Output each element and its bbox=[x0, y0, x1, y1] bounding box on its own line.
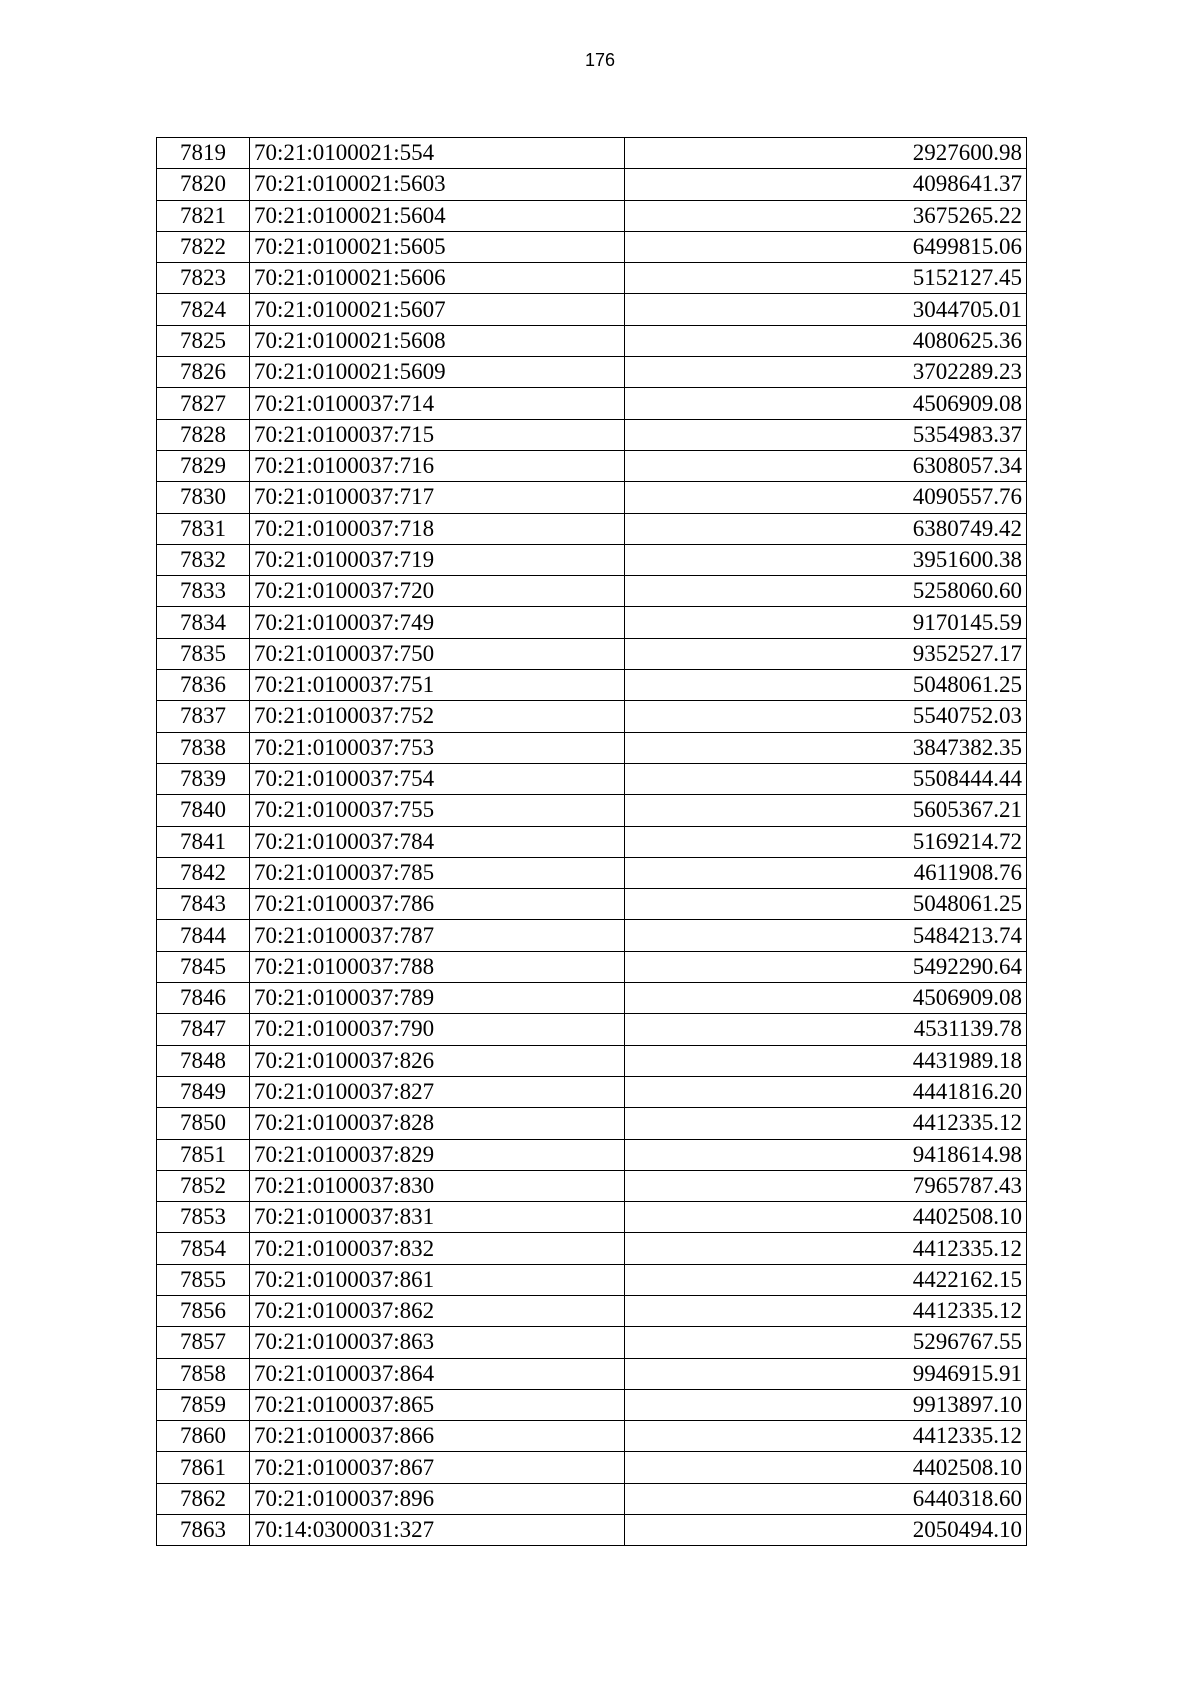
cadastral-number-cell: 70:21:0100037:789 bbox=[250, 983, 625, 1014]
table-row bbox=[157, 826, 1027, 857]
cadastral-value-cell: 4506909.08 bbox=[625, 388, 1027, 419]
cadastral-value-cell: 9170145.59 bbox=[625, 607, 1027, 638]
cadastral-number-cell: 70:21:0100037:784 bbox=[250, 826, 625, 857]
cadastral-number-cell: 70:21:0100021:5604 bbox=[250, 200, 625, 231]
cadastral-value-cell: 4412335.12 bbox=[625, 1421, 1027, 1452]
table-row bbox=[157, 889, 1027, 920]
cadastral-number-cell: 70:21:0100037:864 bbox=[250, 1358, 625, 1389]
cadastral-number-cell: 70:21:0100021:554 bbox=[250, 138, 625, 169]
cadastral-value-cell: 7965787.43 bbox=[625, 1170, 1027, 1201]
cadastral-value-cell: 3702289.23 bbox=[625, 357, 1027, 388]
table-row bbox=[157, 231, 1027, 262]
row-number-cell: 7826 bbox=[157, 357, 250, 388]
cadastral-number-cell: 70:21:0100037:863 bbox=[250, 1327, 625, 1358]
table-row bbox=[157, 357, 1027, 388]
cadastral-value-cell: 5296767.55 bbox=[625, 1327, 1027, 1358]
row-number-cell: 7840 bbox=[157, 795, 250, 826]
cadastral-number-cell: 70:21:0100037:827 bbox=[250, 1076, 625, 1107]
table-row bbox=[157, 920, 1027, 951]
cadastral-value-cell: 4080625.36 bbox=[625, 325, 1027, 356]
cadastral-number-cell: 70:21:0100037:753 bbox=[250, 732, 625, 763]
table-row bbox=[157, 983, 1027, 1014]
table-row bbox=[157, 294, 1027, 325]
cadastral-value-cell: 4402508.10 bbox=[625, 1202, 1027, 1233]
table-row bbox=[157, 482, 1027, 513]
table-row bbox=[157, 1108, 1027, 1139]
cadastral-number-cell: 70:21:0100021:5609 bbox=[250, 357, 625, 388]
row-number-cell: 7833 bbox=[157, 576, 250, 607]
cadastral-value-cell: 4422162.15 bbox=[625, 1264, 1027, 1295]
row-number-cell: 7846 bbox=[157, 983, 250, 1014]
row-number-cell: 7848 bbox=[157, 1045, 250, 1076]
table-row bbox=[157, 1389, 1027, 1420]
cadastral-number-cell: 70:21:0100037:786 bbox=[250, 889, 625, 920]
cadastral-number-cell: 70:21:0100021:5603 bbox=[250, 169, 625, 200]
row-number-cell: 7849 bbox=[157, 1076, 250, 1107]
cadastral-number-cell: 70:21:0100037:828 bbox=[250, 1108, 625, 1139]
table-row bbox=[157, 576, 1027, 607]
cadastral-value-cell: 5152127.45 bbox=[625, 263, 1027, 294]
cadastral-number-cell: 70:21:0100037:720 bbox=[250, 576, 625, 607]
table-row bbox=[157, 1202, 1027, 1233]
row-number-cell: 7837 bbox=[157, 701, 250, 732]
cadastral-number-cell: 70:21:0100037:718 bbox=[250, 513, 625, 544]
table-row bbox=[157, 1233, 1027, 1264]
row-number-cell: 7832 bbox=[157, 544, 250, 575]
cadastral-number-cell: 70:21:0100037:787 bbox=[250, 920, 625, 951]
row-number-cell: 7819 bbox=[157, 138, 250, 169]
cadastral-value-cell: 4531139.78 bbox=[625, 1014, 1027, 1045]
cadastral-number-cell: 70:21:0100037:717 bbox=[250, 482, 625, 513]
cadastral-number-cell: 70:14:0300031:327 bbox=[250, 1515, 625, 1546]
cadastral-value-cell: 9913897.10 bbox=[625, 1389, 1027, 1420]
table-row bbox=[157, 951, 1027, 982]
table-row bbox=[157, 388, 1027, 419]
row-number-cell: 7847 bbox=[157, 1014, 250, 1045]
cadastral-number-cell: 70:21:0100037:829 bbox=[250, 1139, 625, 1170]
row-number-cell: 7845 bbox=[157, 951, 250, 982]
cadastral-value-cell: 2050494.10 bbox=[625, 1515, 1027, 1546]
table-row bbox=[157, 544, 1027, 575]
table-row bbox=[157, 763, 1027, 794]
table-row bbox=[157, 1014, 1027, 1045]
row-number-cell: 7836 bbox=[157, 670, 250, 701]
table-row bbox=[157, 419, 1027, 450]
cadastral-value-cell: 5492290.64 bbox=[625, 951, 1027, 982]
row-number-cell: 7821 bbox=[157, 200, 250, 231]
table-row bbox=[157, 670, 1027, 701]
row-number-cell: 7820 bbox=[157, 169, 250, 200]
row-number-cell: 7824 bbox=[157, 294, 250, 325]
cadastral-number-cell: 70:21:0100037:896 bbox=[250, 1483, 625, 1514]
table-row bbox=[157, 1170, 1027, 1201]
cadastral-number-cell: 70:21:0100037:865 bbox=[250, 1389, 625, 1420]
cadastral-value-cell: 3675265.22 bbox=[625, 200, 1027, 231]
cadastral-number-cell: 70:21:0100037:785 bbox=[250, 857, 625, 888]
cadastral-value-table bbox=[156, 137, 1027, 1546]
cadastral-number-cell: 70:21:0100021:5605 bbox=[250, 231, 625, 262]
cadastral-value-cell: 2927600.98 bbox=[625, 138, 1027, 169]
row-number-cell: 7835 bbox=[157, 638, 250, 669]
cadastral-number-cell: 70:21:0100037:755 bbox=[250, 795, 625, 826]
page-number: 176 bbox=[584, 50, 616, 70]
cadastral-value-cell: 4412335.12 bbox=[625, 1295, 1027, 1326]
cadastral-value-cell: 4441816.20 bbox=[625, 1076, 1027, 1107]
cadastral-value-cell: 5169214.72 bbox=[625, 826, 1027, 857]
row-number-cell: 7843 bbox=[157, 889, 250, 920]
cadastral-value-cell: 5605367.21 bbox=[625, 795, 1027, 826]
cadastral-value-cell: 9946915.91 bbox=[625, 1358, 1027, 1389]
table-row bbox=[157, 638, 1027, 669]
row-number-cell: 7852 bbox=[157, 1170, 250, 1201]
table-row bbox=[157, 795, 1027, 826]
cadastral-value-cell: 6499815.06 bbox=[625, 231, 1027, 262]
row-number-cell: 7822 bbox=[157, 231, 250, 262]
table-row bbox=[157, 1421, 1027, 1452]
row-number-cell: 7834 bbox=[157, 607, 250, 638]
cadastral-value-cell: 5048061.25 bbox=[625, 670, 1027, 701]
table-row bbox=[157, 1264, 1027, 1295]
cadastral-number-cell: 70:21:0100021:5606 bbox=[250, 263, 625, 294]
cadastral-number-cell: 70:21:0100037:715 bbox=[250, 419, 625, 450]
cadastral-number-cell: 70:21:0100037:751 bbox=[250, 670, 625, 701]
cadastral-value-cell: 3847382.35 bbox=[625, 732, 1027, 763]
cadastral-value-cell: 4506909.08 bbox=[625, 983, 1027, 1014]
table-row bbox=[157, 701, 1027, 732]
cadastral-value-cell: 5258060.60 bbox=[625, 576, 1027, 607]
table-row bbox=[157, 513, 1027, 544]
table-row bbox=[157, 200, 1027, 231]
table-row bbox=[157, 1327, 1027, 1358]
cadastral-number-cell: 70:21:0100037:866 bbox=[250, 1421, 625, 1452]
cadastral-number-cell: 70:21:0100037:719 bbox=[250, 544, 625, 575]
row-number-cell: 7862 bbox=[157, 1483, 250, 1514]
cadastral-value-cell: 5540752.03 bbox=[625, 701, 1027, 732]
row-number-cell: 7859 bbox=[157, 1389, 250, 1420]
table-row bbox=[157, 1295, 1027, 1326]
cadastral-value-cell: 6308057.34 bbox=[625, 450, 1027, 481]
cadastral-value-cell: 3044705.01 bbox=[625, 294, 1027, 325]
cadastral-number-cell: 70:21:0100037:749 bbox=[250, 607, 625, 638]
row-number-cell: 7829 bbox=[157, 450, 250, 481]
table-row bbox=[157, 263, 1027, 294]
cadastral-value-cell: 5508444.44 bbox=[625, 763, 1027, 794]
cadastral-number-cell: 70:21:0100037:867 bbox=[250, 1452, 625, 1483]
cadastral-value-cell: 5484213.74 bbox=[625, 920, 1027, 951]
row-number-cell: 7844 bbox=[157, 920, 250, 951]
row-number-cell: 7855 bbox=[157, 1264, 250, 1295]
table-row bbox=[157, 857, 1027, 888]
cadastral-number-cell: 70:21:0100037:788 bbox=[250, 951, 625, 982]
cadastral-number-cell: 70:21:0100037:830 bbox=[250, 1170, 625, 1201]
table-row bbox=[157, 1045, 1027, 1076]
row-number-cell: 7850 bbox=[157, 1108, 250, 1139]
cadastral-value-cell: 9352527.17 bbox=[625, 638, 1027, 669]
table-row bbox=[157, 450, 1027, 481]
cadastral-value-cell: 4402508.10 bbox=[625, 1452, 1027, 1483]
row-number-cell: 7825 bbox=[157, 325, 250, 356]
cadastral-number-cell: 70:21:0100037:861 bbox=[250, 1264, 625, 1295]
cadastral-value-cell: 4412335.12 bbox=[625, 1108, 1027, 1139]
table-row bbox=[157, 1076, 1027, 1107]
cadastral-value-cell: 9418614.98 bbox=[625, 1139, 1027, 1170]
cadastral-value-cell: 6380749.42 bbox=[625, 513, 1027, 544]
row-number-cell: 7856 bbox=[157, 1295, 250, 1326]
cadastral-number-cell: 70:21:0100037:754 bbox=[250, 763, 625, 794]
cadastral-number-cell: 70:21:0100021:5607 bbox=[250, 294, 625, 325]
row-number-cell: 7860 bbox=[157, 1421, 250, 1452]
row-number-cell: 7838 bbox=[157, 732, 250, 763]
table-row bbox=[157, 1358, 1027, 1389]
cadastral-value-cell: 4098641.37 bbox=[625, 169, 1027, 200]
table-row bbox=[157, 1515, 1027, 1546]
row-number-cell: 7851 bbox=[157, 1139, 250, 1170]
cadastral-number-cell: 70:21:0100037:750 bbox=[250, 638, 625, 669]
cadastral-number-cell: 70:21:0100037:714 bbox=[250, 388, 625, 419]
cadastral-number-cell: 70:21:0100037:862 bbox=[250, 1295, 625, 1326]
cadastral-value-cell: 5048061.25 bbox=[625, 889, 1027, 920]
row-number-cell: 7857 bbox=[157, 1327, 250, 1358]
row-number-cell: 7823 bbox=[157, 263, 250, 294]
table-row bbox=[157, 1139, 1027, 1170]
table-row bbox=[157, 325, 1027, 356]
table-row bbox=[157, 169, 1027, 200]
row-number-cell: 7828 bbox=[157, 419, 250, 450]
row-number-cell: 7827 bbox=[157, 388, 250, 419]
row-number-cell: 7854 bbox=[157, 1233, 250, 1264]
row-number-cell: 7842 bbox=[157, 857, 250, 888]
cadastral-number-cell: 70:21:0100021:5608 bbox=[250, 325, 625, 356]
table-row bbox=[157, 732, 1027, 763]
table-row bbox=[157, 607, 1027, 638]
row-number-cell: 7831 bbox=[157, 513, 250, 544]
table-row bbox=[157, 1483, 1027, 1514]
cadastral-number-cell: 70:21:0100037:790 bbox=[250, 1014, 625, 1045]
cadastral-number-cell: 70:21:0100037:716 bbox=[250, 450, 625, 481]
cadastral-value-cell: 4611908.76 bbox=[625, 857, 1027, 888]
row-number-cell: 7863 bbox=[157, 1515, 250, 1546]
cadastral-number-cell: 70:21:0100037:832 bbox=[250, 1233, 625, 1264]
row-number-cell: 7861 bbox=[157, 1452, 250, 1483]
cadastral-value-cell: 5354983.37 bbox=[625, 419, 1027, 450]
cadastral-value-cell: 3951600.38 bbox=[625, 544, 1027, 575]
table-row bbox=[157, 138, 1027, 169]
row-number-cell: 7839 bbox=[157, 763, 250, 794]
cadastral-number-cell: 70:21:0100037:831 bbox=[250, 1202, 625, 1233]
row-number-cell: 7830 bbox=[157, 482, 250, 513]
table-row bbox=[157, 1452, 1027, 1483]
cadastral-value-cell: 4412335.12 bbox=[625, 1233, 1027, 1264]
cadastral-number-cell: 70:21:0100037:752 bbox=[250, 701, 625, 732]
row-number-cell: 7841 bbox=[157, 826, 250, 857]
cadastral-value-cell: 4090557.76 bbox=[625, 482, 1027, 513]
table-body bbox=[157, 138, 1027, 1546]
row-number-cell: 7853 bbox=[157, 1202, 250, 1233]
row-number-cell: 7858 bbox=[157, 1358, 250, 1389]
cadastral-value-cell: 6440318.60 bbox=[625, 1483, 1027, 1514]
cadastral-value-cell: 4431989.18 bbox=[625, 1045, 1027, 1076]
cadastral-number-cell: 70:21:0100037:826 bbox=[250, 1045, 625, 1076]
